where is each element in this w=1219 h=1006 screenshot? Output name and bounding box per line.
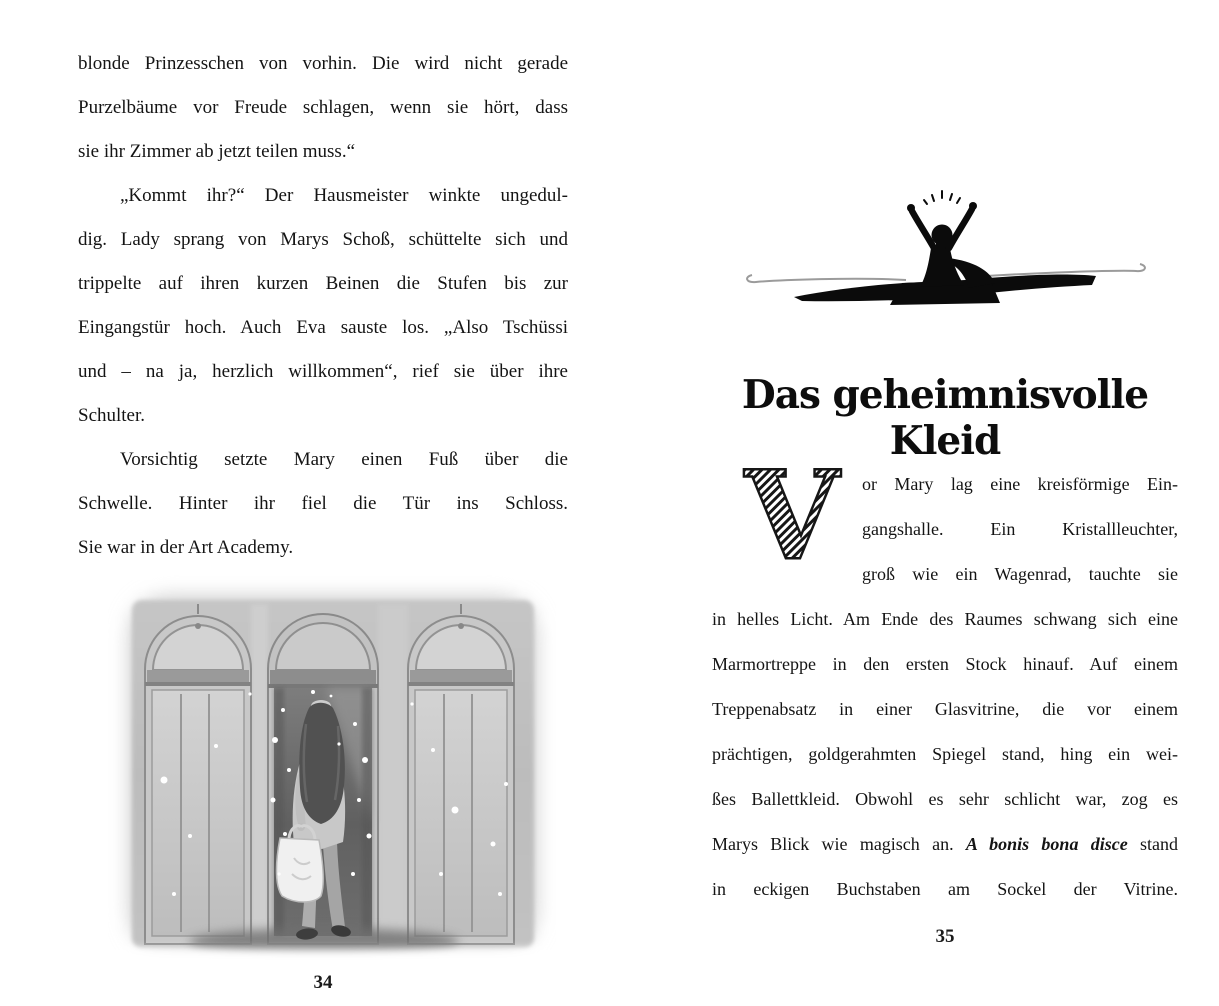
svg-text:V: V xyxy=(744,464,840,574)
text-line: in eckigen Buchstaben am Sockel der Vitrine. xyxy=(712,879,1178,899)
right-page-text xyxy=(712,462,1178,912)
page-number: 35 xyxy=(935,926,955,947)
text-line xyxy=(712,822,1178,867)
text-line: Sie war in der Art Academy. xyxy=(78,537,294,558)
text-line: Schwelle. Hinter ihr fiel die Tür ins Schloss. xyxy=(78,493,568,514)
text-line: or Mary lag eine kreisförmige Ein- xyxy=(862,474,1178,494)
text-line: Marmortreppe in den ersten Stock hinauf. Auf einem xyxy=(712,654,1178,674)
girl-entering-arched-doorway-illustration xyxy=(102,574,562,972)
ballerina-split-leap-silhouette-illustration xyxy=(736,186,1156,336)
left-page-text xyxy=(78,42,568,570)
page-35 xyxy=(610,0,1219,1006)
text-line: dig. Lady sprang von Marys Schoß, schüttelte sich und xyxy=(78,229,568,250)
text-line: Vorsichtig setzte Mary einen Fuß über die xyxy=(120,449,568,470)
text-line: ßes Ballettkleid. Obwohl es sehr schlicht war, zog es xyxy=(712,789,1178,809)
text-line: groß wie ein Wagenrad, tauchte sie xyxy=(862,564,1178,584)
text-line: trippelte auf ihren kurzen Beinen die Stufen bis zur xyxy=(78,273,568,294)
latin-motto: A bonis bona disce xyxy=(965,834,1128,854)
text-segment: Marys Blick wie magisch an. xyxy=(712,834,966,854)
page-number: 34 xyxy=(313,972,333,993)
chapter-title: Das geheimnisvolle Kleid xyxy=(741,372,1149,465)
text-line: „Kommt ihr?“ Der Hausmeister winkte ungedul- xyxy=(120,185,568,206)
text-line: Eingangstür hoch. Auch Eva sauste los. „Also Tschüssi xyxy=(78,317,568,338)
text-line: und – na ja, herzlich willkommen“, rief sie über ihre xyxy=(78,361,568,382)
text-segment: stand xyxy=(1127,834,1178,854)
text-line: gangshalle. Ein Kristallleuchter, xyxy=(862,519,1178,539)
text-line: Purzelbäume vor Freude schlagen, wenn sie hört, dass xyxy=(78,97,568,118)
text-line: blonde Prinzesschen von vorhin. Die wird nicht gerade xyxy=(78,53,568,74)
text-line: prächtigen, goldgerahmten Spiegel stand, hing ein wei- xyxy=(712,744,1178,764)
text-line: sie ihr Zimmer ab jetzt teilen muss.“ xyxy=(78,141,356,162)
text-line: in helles Licht. Am Ende des Raumes schwang sich eine xyxy=(712,609,1178,629)
text-line: Treppenabsatz in einer Glasvitrine, die vor einem xyxy=(712,699,1178,719)
text-line: Schulter. xyxy=(78,405,146,426)
